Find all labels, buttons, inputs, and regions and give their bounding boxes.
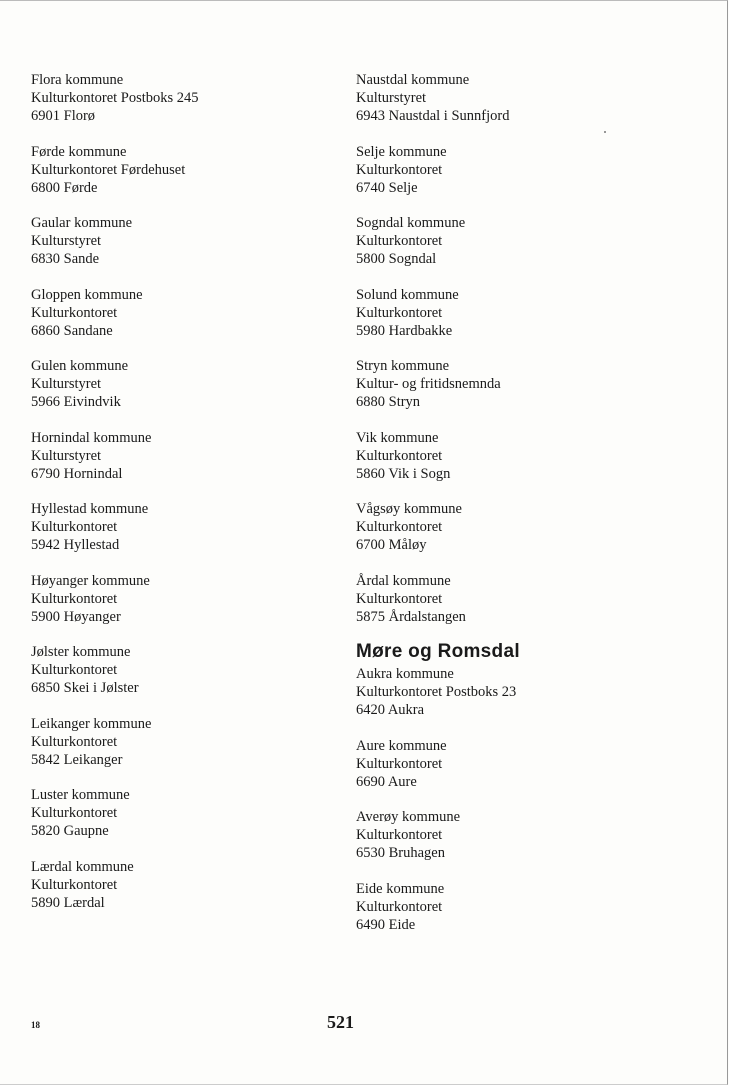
- office-name: Kulturkontoret: [31, 590, 118, 607]
- municipality-name: Vik kommune: [356, 429, 439, 446]
- municipality-name: Naustdal kommune: [356, 72, 470, 88]
- address-entry: [31, 572, 351, 626]
- address-entry: [31, 286, 351, 340]
- municipality-name: Hornindal kommune: [31, 429, 152, 446]
- municipality-name: Eide kommune: [356, 880, 445, 897]
- office-name: Kulturkontoret: [356, 447, 443, 464]
- office-name: Kulturkontoret: [31, 304, 118, 321]
- office-name: Kulturkontoret: [31, 733, 118, 750]
- municipality-name: Gloppen kommune: [31, 286, 143, 303]
- office-name: Kulturstyret: [31, 233, 102, 249]
- postal-address: 6690 Aure: [356, 773, 417, 790]
- municipality-name: Hyllestad kommune: [31, 501, 149, 517]
- municipality-name: Vågsøy kommune: [356, 501, 462, 517]
- postal-address: 5942 Hyllestad: [31, 537, 120, 553]
- municipality-name: Stryn kommune: [356, 358, 450, 374]
- address-entry: [31, 858, 351, 912]
- postal-address: 5860 Vik i Sogn: [356, 465, 451, 482]
- municipality-name: Årdal kommune: [356, 572, 451, 589]
- postal-address: 6790 Hornindal: [31, 465, 123, 482]
- postal-address: 6850 Skei i Jølster: [31, 680, 139, 696]
- address-entry: [356, 214, 676, 268]
- municipality-name: Gaular kommune: [31, 215, 133, 231]
- address-entry: [31, 715, 351, 769]
- office-name: Kulturstyret: [31, 447, 102, 464]
- address-entry: [356, 665, 676, 719]
- postal-address: 5966 Eivindvik: [31, 394, 121, 410]
- address-entry: [31, 429, 351, 483]
- address-entry: [356, 572, 676, 626]
- office-name: Kulturkontoret: [356, 590, 443, 607]
- address-entry: [31, 214, 351, 268]
- municipality-name: Lærdal kommune: [31, 858, 134, 875]
- postal-address: 5890 Lærdal: [31, 894, 105, 911]
- postal-address: 6740 Selje: [356, 179, 418, 196]
- office-name: Kulturkontoret Førdehuset: [31, 161, 186, 178]
- office-name: Kulturkontoret: [356, 233, 443, 249]
- municipality-name: Selje kommune: [356, 143, 447, 160]
- office-name: Kulturkontoret: [31, 805, 118, 821]
- address-entry: [356, 286, 676, 340]
- address-entry: [356, 737, 676, 791]
- office-name: Kulturkontoret: [356, 898, 443, 915]
- office-name: Kulturkontoret: [31, 662, 118, 678]
- office-name: Kulturstyret: [31, 376, 102, 392]
- address-entry: [356, 357, 676, 411]
- municipality-name: Solund kommune: [356, 286, 459, 303]
- office-name: Kulturkontoret: [356, 827, 443, 843]
- office-name: Kulturkontoret: [31, 519, 118, 535]
- office-name: Kulturkontoret: [356, 161, 443, 178]
- address-entry: [31, 143, 351, 197]
- postal-address: 6530 Bruhagen: [356, 845, 445, 861]
- address-entry: [31, 500, 351, 554]
- postal-address: 5980 Hardbakke: [356, 322, 453, 339]
- address-entry: [31, 786, 351, 840]
- municipality-name: Aure kommune: [356, 737, 447, 754]
- municipality-name: Flora kommune: [31, 72, 124, 88]
- postal-address: 5900 Høyanger: [31, 608, 121, 625]
- municipality-name: Høyanger kommune: [31, 572, 150, 589]
- postal-address: 6860 Sandane: [31, 322, 113, 339]
- address-entry: [356, 429, 676, 483]
- page-number: 521: [327, 1012, 354, 1032]
- postal-address: 6420 Aukra: [356, 702, 425, 718]
- municipality-name: Gulen kommune: [31, 358, 129, 374]
- office-name: Kulturkontoret: [356, 755, 443, 772]
- postal-address: 6880 Stryn: [356, 394, 421, 410]
- office-name: Kulturkontoret Postboks 23: [356, 684, 517, 700]
- postal-address: 6800 Førde: [31, 179, 98, 196]
- municipality-name: Førde kommune: [31, 143, 127, 160]
- municipality-name: Jølster kommune: [31, 644, 131, 660]
- office-name: Kultur- og fritidsnemnda: [356, 376, 501, 392]
- right-column: [356, 71, 676, 951]
- postal-address: 6901 Florø: [31, 108, 96, 124]
- office-name: Kulturkontoret: [31, 876, 118, 893]
- address-entry: [356, 808, 676, 862]
- address-entry: [356, 500, 676, 554]
- postal-address: 6943 Naustdal i Sunnfjord: [356, 108, 510, 124]
- postal-address: 6490 Eide: [356, 916, 416, 933]
- office-name: Kulturstyret: [356, 90, 427, 106]
- address-entry: [31, 357, 351, 411]
- postal-address: 5800 Sogndal: [356, 251, 437, 267]
- municipality-name: Luster kommune: [31, 787, 130, 803]
- municipality-name: Sogndal kommune: [356, 215, 466, 231]
- municipality-name: Averøy kommune: [356, 809, 461, 825]
- office-name: Kulturkontoret: [356, 304, 443, 321]
- postal-address: 5842 Leikanger: [31, 751, 123, 768]
- office-name: Kulturkontoret Postboks 245: [31, 90, 199, 106]
- municipality-name: Aukra kommune: [356, 666, 454, 682]
- address-entry: [31, 643, 351, 697]
- postal-address: 6830 Sande: [31, 251, 100, 267]
- region-heading: Møre og Romsdal: [356, 641, 520, 662]
- postal-address: 6700 Måløy: [356, 537, 427, 553]
- section-number: 18: [31, 1020, 40, 1030]
- office-name: Kulturkontoret: [356, 519, 443, 535]
- address-entry: [356, 143, 676, 197]
- postal-address: 5820 Gaupne: [31, 823, 109, 839]
- municipality-name: Leikanger kommune: [31, 715, 152, 732]
- address-entry: [356, 71, 676, 125]
- postal-address: 5875 Årdalstangen: [356, 608, 466, 625]
- address-entry: [31, 71, 351, 125]
- address-entry: [356, 880, 676, 934]
- left-column: [31, 71, 351, 929]
